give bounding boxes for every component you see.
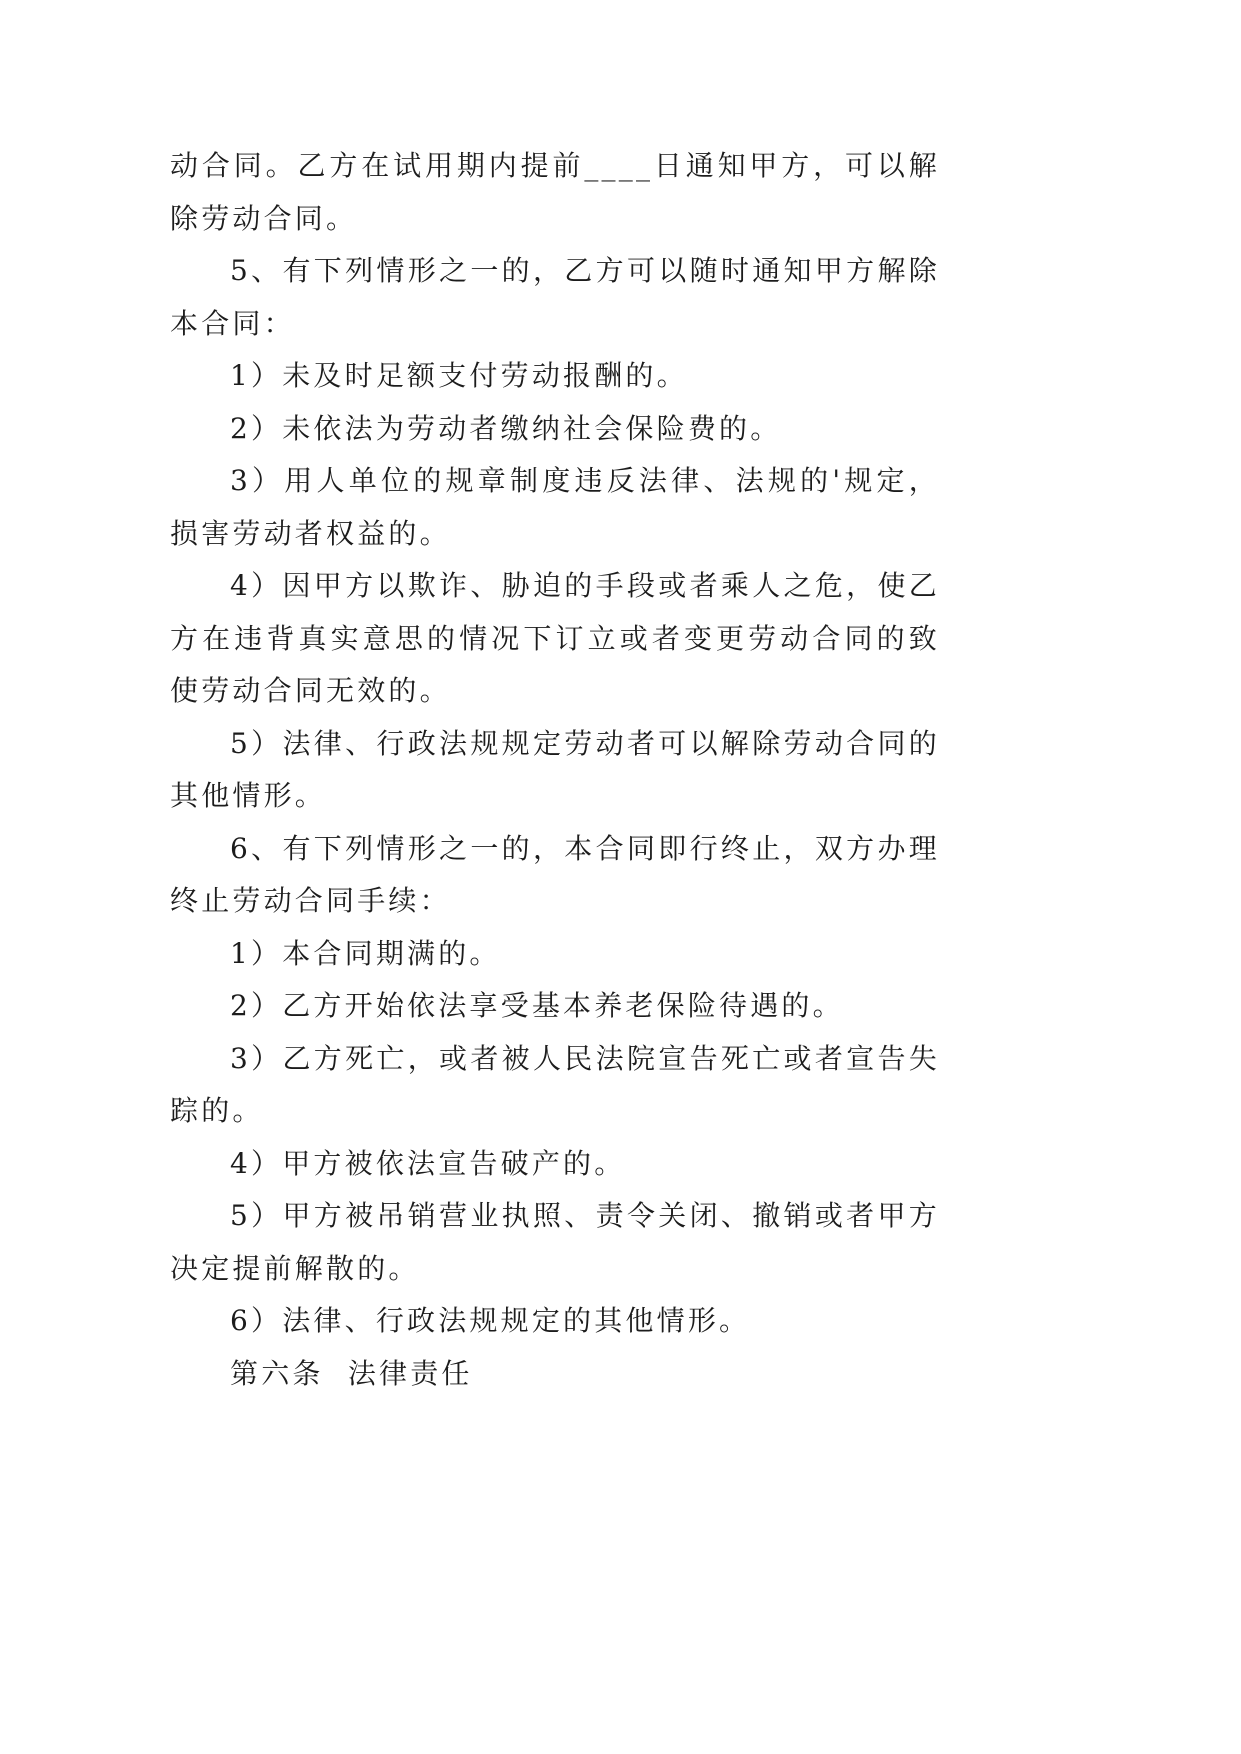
- paragraph-clause-5-item-3: 3）用人单位的规章制度违反法律、法规的'规定，损害劳动者权益的。: [170, 464, 940, 550]
- paragraph-trial-period-continuation: 动合同。乙方在试用期内提前____日通知甲方，可以解除劳动合同。: [170, 149, 940, 235]
- paragraph-clause-6-item-1: 1）本合同期满的。: [230, 936, 501, 970]
- paragraph-clause-5-item-5: 5）法律、行政法规规定劳动者可以解除劳动合同的其他情形。: [170, 726, 940, 812]
- paragraph-clause-6-item-4: 4）甲方被依法宣告破产的。: [230, 1146, 626, 1180]
- section-heading-number: 第六条: [230, 1356, 324, 1390]
- paragraph-clause-6-item-6: 6）法律、行政法规规定的其他情形。: [230, 1304, 751, 1337]
- contract-body: [170, 140, 940, 1400]
- paragraph-clause-6-item-2: 2）乙方开始依法享受基本养老保险待遇的。: [230, 989, 844, 1022]
- paragraph-clause-6-item-5: 5）甲方被吊销营业执照、责令关闭、撤销或者甲方决定提前解散的。: [170, 1199, 940, 1285]
- section-heading-title: 法律责任: [347, 1356, 473, 1390]
- paragraph-clause-5: 5、有下列情形之一的，乙方可以随时通知甲方解除本合同：: [170, 254, 940, 340]
- paragraph-clause-5-item-2: 2）未依法为劳动者缴纳社会保险费的。: [230, 411, 782, 445]
- paragraph-clause-5-item-4: 4）因甲方以欺诈、胁迫的手段或者乘人之危，使乙方在违背真实意思的情况下订立或者变更劳动合同的致使劳动合同无效的。: [170, 569, 940, 707]
- paragraph-clause-6: 6、有下列情形之一的，本合同即行终止，双方办理终止劳动合同手续：: [170, 831, 940, 917]
- section-heading: [170, 1348, 940, 1401]
- paragraph-clause-5-item-1: 1）未及时足额支付劳动报酬的。: [230, 359, 688, 392]
- paragraph-clause-6-item-3: 3）乙方死亡，或者被人民法院宣告死亡或者宣告失踪的。: [170, 1041, 940, 1127]
